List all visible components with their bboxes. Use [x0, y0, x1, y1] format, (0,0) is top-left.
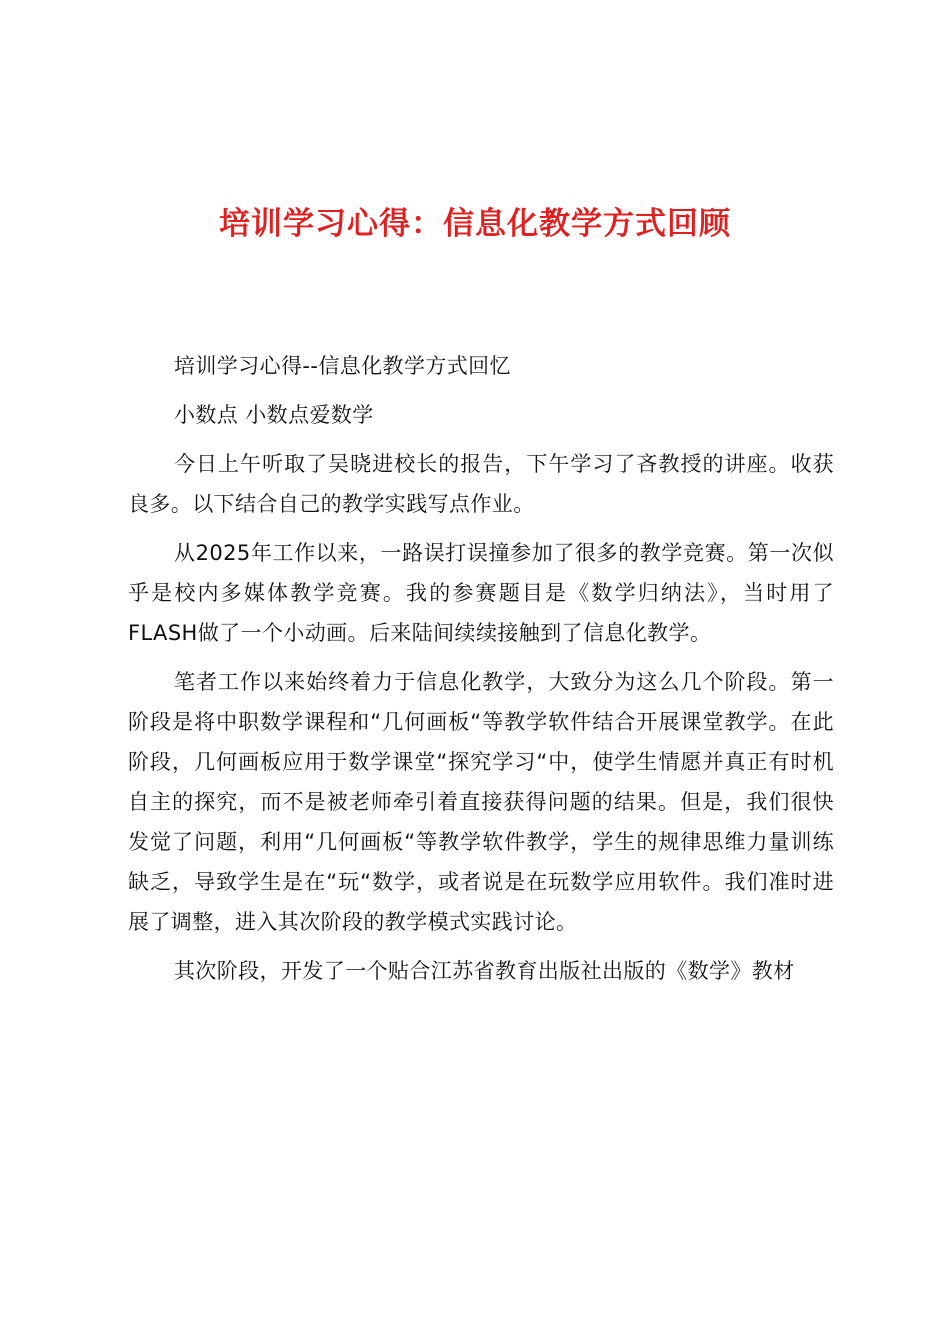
paragraph-intro: 今日上午听取了吴晓进校长的报告，下午学习了吝教授的讲座。收获良多。以下结合自己的教学实践写点作业。: [128, 452, 834, 516]
paragraph-subtitle: 培训学习心得--信息化教学方式回忆: [174, 354, 511, 378]
document-title: 培训学习心得：信息化教学方式回顾: [219, 206, 731, 242]
paragraph-stage-one: 笔者工作以来始终着力于信息化教学，大致分为这么几个阶段。第一阶段是将中职数学课程和“几何画板“等教学软件结合开展课堂教学。在此阶段，几何画板应用于数学课堂“探究学习“中，使学生情愿并真正有时机自主的探究，而不是被老师牵引着直接获得问题的结果。但是，我们很快发觉了问题，利用“几何画板“等教学软件教学，学生的规律思维力量训练缺乏，导致学生是在“玩“数学，或者说是在玩数学应用软件。我们准时进展了调整，进入其次阶段的教学模式实践讨论。: [128, 670, 834, 934]
document-body: [128, 346, 834, 991]
paragraph-stage-two: 其次阶段，开发了一个贴合江苏省教育出版社出版的《数学》教材: [174, 959, 795, 983]
paragraph-author: 小数点 小数点爱数学: [174, 403, 374, 427]
paragraph-history: 从2025年工作以来，一路误打误撞参加了很多的教学竞赛。第一次似乎是校内多媒体教学竞赛。我的参赛题目是《数学归纳法》，当时用了FLASH做了一个小动画。后来陆间续续接触到了信息化教学。: [128, 541, 834, 645]
